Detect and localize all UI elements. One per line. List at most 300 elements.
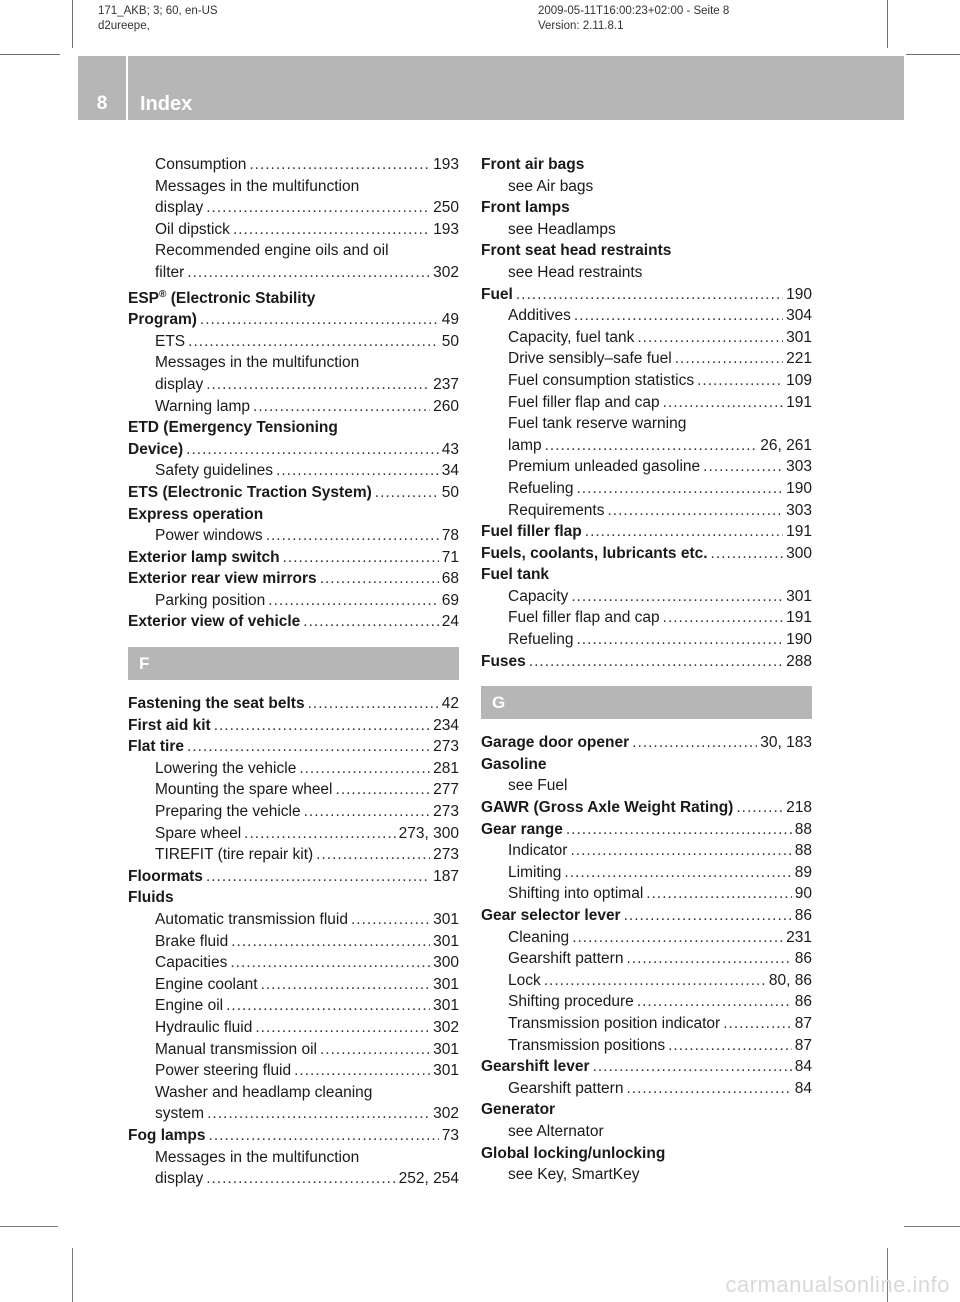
entry-term: GAWR (Gross Axle Weight Rating) [481,799,734,817]
page-reference: 191 [786,609,812,627]
leader-dots [736,797,783,819]
page-reference: 190 [786,479,812,497]
entry-term: Transmission position indicator [508,1014,721,1032]
print-meta-right-line2: Version: 2.11.8.1 [538,20,624,32]
entry-term: Hydraulic fluid [155,1018,253,1036]
page-reference: 301 [433,911,459,928]
page-reference: 304 [786,307,812,325]
leader-dots [574,305,783,327]
entry-term: display [155,199,204,217]
leader-dots [593,1056,792,1078]
page-reference: 302 [433,263,459,281]
index-subentry [128,823,459,845]
page-reference: 273 [433,803,459,821]
entry-term: display [155,375,204,393]
index-subentry [128,995,459,1017]
leader-dots [703,456,783,478]
index-subentry [128,374,459,396]
index-entry [481,284,812,306]
page-reference: 252, 254 [398,1170,459,1188]
page-reference: 86 [794,993,812,1011]
entry-term: Exterior lamp switch [128,548,280,566]
index-entry [128,568,459,590]
entry-text [508,840,567,862]
entry-text [508,862,561,884]
entry-text [481,651,526,673]
entry-text [128,866,203,888]
leader-dots [261,974,431,996]
entry-text [155,779,333,801]
entry-text [481,819,563,841]
page-reference: 190 [786,285,812,303]
index-subentry [128,779,459,801]
entry-term: see Air bags [508,177,594,195]
leader-dots [646,883,791,905]
entry-term: Gearshift pattern [508,950,624,968]
page-reference: 43 [441,440,459,458]
index-subentry [481,970,812,992]
index-entry [481,1056,812,1078]
index-subentry [481,927,812,949]
entry-text [508,413,686,435]
page-reference: 260 [433,397,459,415]
index-subentry [481,392,812,414]
entry-text [508,262,642,284]
crop-mark [72,1248,73,1302]
entry-term: Front air bags [481,156,585,173]
index-subentry [481,948,812,970]
entry-term: ESP [128,289,160,307]
index-subentry [128,1147,459,1169]
leader-dots [268,590,438,612]
leader-dots [585,521,783,543]
index-subentry [481,883,812,905]
entry-text [155,844,313,866]
page-reference: 231 [786,928,812,946]
leader-dots [668,1035,792,1057]
entry-term: Gearshift pattern [508,1079,624,1097]
index-subentry [128,154,459,176]
page-reference: 237 [433,375,459,393]
entry-term: Capacity [508,587,569,605]
index-subentry [481,219,812,241]
index-subentry [481,1164,812,1186]
leader-dots [231,931,430,953]
entry-term: Messages in the multifunction [155,177,360,195]
entry-term: Engine coolant [155,975,258,993]
entry-term: Capacity, fuel tank [508,328,635,346]
entry-term: Garage door opener [481,734,630,752]
entry-text [155,974,258,996]
leader-dots [316,844,430,866]
entry-term: Front seat head restraints [481,242,672,260]
entry-text [155,931,228,953]
entry-text [508,991,634,1013]
leader-dots [294,1060,430,1082]
crop-mark [906,54,960,55]
entry-term: Fuel filler flap [481,523,582,541]
entry-text [508,348,672,370]
registered-mark: ® [159,288,167,300]
entry-text [128,547,280,569]
entry-term: Preparing the vehicle [155,803,301,821]
leader-dots [230,952,430,974]
page-reference: 187 [433,867,459,885]
entry-term: Shifting into optimal [508,885,644,903]
index-entry [481,754,812,776]
index-subentry [128,590,459,612]
entry-text [155,590,265,612]
leader-dots [206,1168,395,1190]
page-reference: 234 [433,716,459,734]
entry-text [508,927,569,949]
entry-text [508,970,541,992]
entry-text [128,693,305,715]
entry-text [508,176,593,198]
entry-term: Floormats [128,867,203,885]
entry-term: ETS [155,332,186,350]
leader-dots [320,1039,430,1061]
entry-term: Fuel filler flap and cap [508,393,660,411]
entry-term: Oil dipstick [155,220,230,238]
crop-mark [0,1226,58,1227]
leader-dots [637,991,792,1013]
page-reference: 80, 86 [768,971,812,989]
index-entry [481,819,812,841]
index-subentry [128,1017,459,1039]
entry-term: Fuel tank reserve warning [508,415,687,433]
leader-dots [253,396,430,418]
page-reference: 71 [441,548,459,566]
index-entry [481,543,812,565]
entry-term: Express operation [128,505,264,523]
leader-dots [571,586,783,608]
entry-term: Engine oil [155,997,224,1015]
entry-text [481,1056,590,1078]
index-entry [481,732,812,754]
entry-term-continued: (Electronic Stability [166,289,316,307]
index-column-right [481,154,812,1186]
index-entry [128,417,459,439]
entry-term: Power windows [155,527,263,545]
entry-text [128,611,300,633]
index-entry [128,715,459,737]
index-subentry [128,974,459,996]
print-meta-right [538,4,729,34]
index-subentry [128,1039,459,1061]
page-reference: 273, 300 [398,824,459,842]
entry-text [481,240,671,262]
entry-term: Recommended engine oils and oil [155,242,389,260]
leader-dots [249,154,430,176]
page-reference: 87 [794,1036,812,1054]
entry-text [508,370,694,392]
index-subentry [481,775,812,797]
entry-term: system [155,1105,205,1123]
entry-text [481,797,733,819]
leader-dots [529,651,783,673]
entry-text [128,504,263,526]
entry-text [508,629,574,651]
entry-term: Automatic transmission fluid [155,911,348,928]
leader-dots [564,862,791,884]
index-subentry [481,500,812,522]
index-entry [481,154,812,176]
index-entry [481,197,812,219]
leader-dots [375,482,439,504]
entry-term: see Head restraints [508,263,643,281]
entry-term: Fluids [128,889,174,907]
page-reference: 69 [441,591,459,609]
page-reference: 50 [441,483,459,501]
page-reference: 300 [786,544,812,562]
entry-text [155,801,301,823]
entry-text [508,435,542,457]
entry-term: Fuel [481,285,513,303]
leader-dots [255,1017,430,1039]
page-title: Index [140,93,193,115]
leader-dots [320,568,439,590]
index-subentry [481,1013,812,1035]
entry-term: Gearshift lever [481,1058,590,1076]
entry-term: Power steering fluid [155,1062,292,1080]
entry-text [508,948,623,970]
leader-dots [570,840,791,862]
index-entry [481,905,812,927]
page-reference: 30, 183 [760,734,812,752]
entry-text [508,1035,665,1057]
entry-text [508,392,660,414]
print-meta-left [98,4,218,34]
entry-term: Brake fluid [155,932,229,950]
page-reference: 300 [433,954,459,972]
leader-dots [577,478,784,500]
leader-dots [663,392,783,414]
page-reference: 50 [441,332,459,350]
page-reference: 250 [433,199,459,217]
index-subentry [481,478,812,500]
entry-text [508,478,574,500]
page-reference: 273 [433,846,459,864]
index-subentry [481,176,812,198]
entry-text [155,219,230,241]
entry-text [128,1125,206,1147]
entry-term: Program) [128,311,197,329]
leader-dots [207,1103,430,1125]
entry-term: Gear selector lever [481,907,621,924]
index-entry [481,797,812,819]
leader-dots [206,374,430,396]
entry-term: ETS (Electronic Traction System) [128,483,372,501]
entry-text [481,543,708,565]
leader-dots [200,309,439,331]
leader-dots [626,1078,791,1100]
index-entry [481,564,812,586]
entry-term: Fuel consumption statistics [508,371,695,389]
entry-text [155,460,273,482]
entry-term: Requirements [508,501,605,519]
entry-term: Fog lamps [128,1126,206,1144]
entry-text [128,568,317,590]
index-subentry [481,991,812,1013]
entry-term: Fuel filler flap and cap [508,609,660,627]
page-reference: 78 [441,527,459,545]
page-reference: 191 [786,523,812,541]
entry-term: Additives [508,307,571,325]
entry-text [508,883,643,905]
entry-term: Front lamps [481,199,570,217]
page-reference: 281 [433,759,459,777]
leader-dots [577,629,784,651]
entry-term: Shifting procedure [508,993,634,1011]
leader-dots [663,607,783,629]
index-entry [128,284,459,310]
entry-text [155,374,203,396]
page-reference: 190 [786,631,812,649]
entry-term: ETD (Emergency Tensioning [128,419,338,437]
index-subentry [481,607,812,629]
index-subentry [481,629,812,651]
page-reference: 193 [433,220,459,238]
entry-text [128,309,197,331]
entry-term: Safety guidelines [155,462,274,480]
index-subentry [481,413,812,435]
entry-term: Flat tire [128,738,184,756]
leader-dots [572,927,783,949]
page-reference: 191 [786,393,812,411]
index-subentry [128,1082,459,1104]
entry-text [155,1082,372,1104]
entry-text [508,775,567,797]
leader-dots [545,435,758,457]
entry-text [128,887,174,909]
entry-text [155,1039,317,1061]
index-subentry [128,352,459,374]
entry-text [128,736,184,758]
entry-term: Capacities [155,954,228,972]
page-reference: 34 [441,462,459,480]
page-reference: 301 [433,997,459,1015]
entry-term: Manual transmission oil [155,1040,317,1058]
entry-text [508,327,634,349]
index-entry [128,866,459,888]
index-entry [481,240,812,262]
entry-text [508,586,568,608]
leader-dots [675,348,783,370]
entry-term: Warning lamp [155,397,251,415]
leader-dots [632,732,757,754]
entry-text [508,219,616,241]
page-reference: 301 [433,975,459,993]
index-subentry [481,1078,812,1100]
index-entry [128,1125,459,1147]
entry-term: Refueling [508,631,574,649]
crop-mark [904,1226,960,1227]
index-entry [128,504,459,526]
page-reference: 303 [786,458,812,476]
page-reference: 86 [794,950,812,968]
leader-dots [266,525,439,547]
index-subentry [481,435,812,457]
leader-dots [188,331,439,353]
index-subentry [128,396,459,418]
entry-text [508,500,605,522]
entry-text [155,1060,291,1082]
entry-text [508,1078,623,1100]
header-divider [126,56,128,120]
page-reference: 24 [441,613,459,631]
page-reference: 26, 261 [760,436,812,454]
index-subentry [128,931,459,953]
leader-dots [209,1125,439,1147]
leader-dots [697,370,783,392]
entry-text [155,331,185,353]
leader-dots [336,779,431,801]
page-reference: 68 [441,570,459,588]
index-subentry [128,176,459,198]
entry-term: Fuses [481,652,526,670]
entry-text [155,525,263,547]
watermark: carmanualsonline.info [725,1272,950,1297]
page-reference: 218 [786,799,812,817]
entry-text [155,909,348,931]
index-subentry [481,370,812,392]
page-reference: 84 [794,1079,812,1097]
index-entry [128,309,459,331]
index-subentry [128,331,459,353]
entry-text [155,154,246,176]
leader-dots [244,823,395,845]
index-entry [128,736,459,758]
entry-text [481,154,584,176]
index-entry [481,651,812,673]
leader-dots [304,801,431,823]
entry-text [155,240,389,262]
entry-text [155,197,203,219]
leader-dots [544,970,766,992]
index-entry [128,887,459,909]
entry-text [481,284,513,306]
entry-text [508,1013,720,1035]
leader-dots [233,219,430,241]
entry-term: Messages in the multifunction [155,354,360,372]
page-reference: 301 [433,932,459,950]
leader-dots [637,327,783,349]
page-reference: 301 [433,1062,459,1080]
entry-text [155,995,223,1017]
entry-term: Generator [481,1101,556,1119]
entry-term: Mounting the spare wheel [155,781,333,799]
index-subentry [481,327,812,349]
index-subentry [481,348,812,370]
leader-dots [214,715,430,737]
leader-dots [303,611,438,633]
index-entry [481,521,812,543]
entry-term: Drive sensibly–safe fuel [508,350,672,368]
entry-term: Exterior rear view mirrors [128,570,317,588]
entry-text [508,305,571,327]
entry-term: Spare wheel [155,824,242,842]
page-reference: 301 [433,1040,459,1058]
entry-term: Fuels, coolants, lubricants etc. [481,544,708,562]
crop-mark [0,54,60,55]
entry-term: Limiting [508,863,562,881]
leader-dots [723,1013,792,1035]
index-subentry [128,197,459,219]
entry-text [481,1143,665,1165]
entry-term: see Fuel [508,777,568,795]
print-meta-left-line2: d2ureepe, [98,20,150,32]
